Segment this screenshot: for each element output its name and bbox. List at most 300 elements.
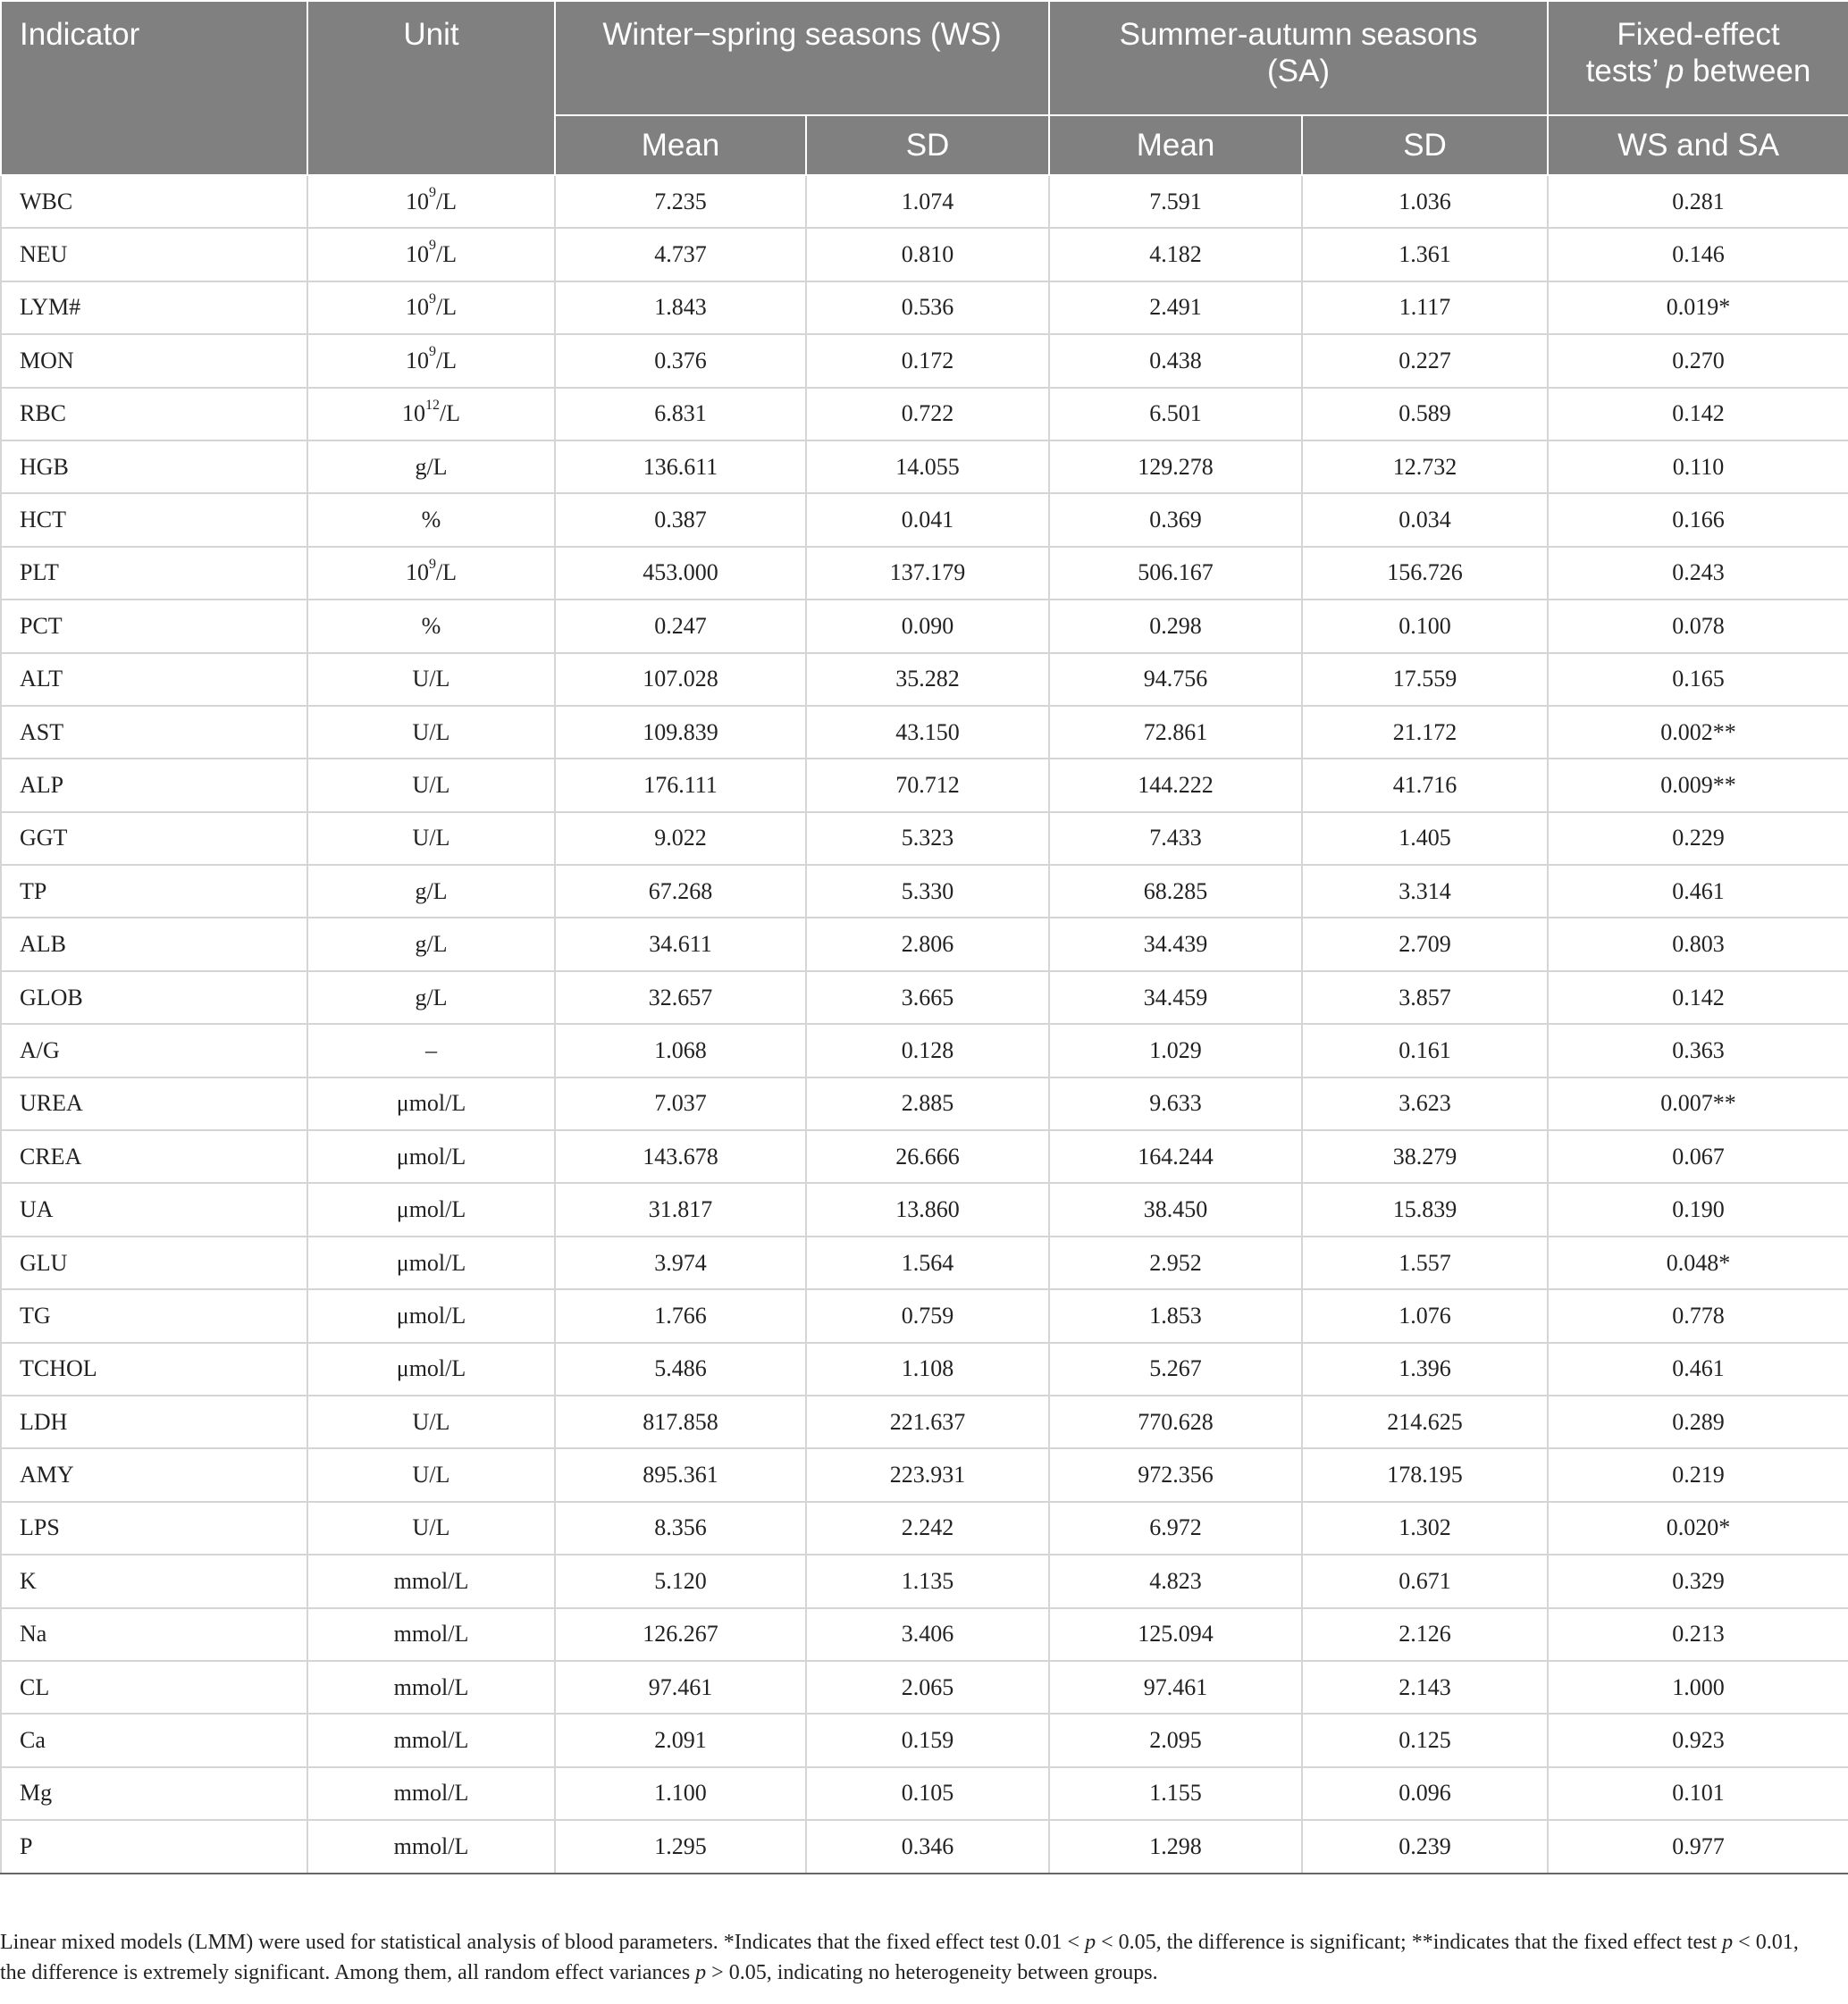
- unit-base: mmol/L: [393, 1832, 469, 1859]
- cell-unit: [307, 281, 555, 334]
- cell-sa-sd: 1.405: [1302, 812, 1548, 865]
- table-row: [1, 493, 1848, 546]
- cell-ws-mean: 107.028: [555, 653, 806, 706]
- cell-ws-sd: 35.282: [806, 653, 1049, 706]
- cell-sa-sd: 178.195: [1302, 1448, 1548, 1501]
- cell-sa-sd: 0.096: [1302, 1767, 1548, 1820]
- cell-sa-sd: 1.076: [1302, 1289, 1548, 1342]
- cell-sa-mean: 4.823: [1049, 1555, 1302, 1607]
- unit-base: μmol/L: [396, 1090, 466, 1117]
- cell-ws-mean: 0.387: [555, 493, 806, 546]
- cell-ws-sd: 221.637: [806, 1396, 1049, 1448]
- cell-indicator: GGT: [1, 812, 307, 865]
- table-row: [1, 1502, 1848, 1555]
- cell-indicator: HCT: [1, 493, 307, 546]
- cell-sa-sd: 1.036: [1302, 175, 1548, 228]
- cell-indicator: LYM#: [1, 281, 307, 334]
- table-row: [1, 1289, 1848, 1342]
- header-fixed-p: p: [1666, 54, 1684, 88]
- cell-ws-sd: 2.242: [806, 1502, 1049, 1555]
- cell-indicator: TP: [1, 865, 307, 918]
- unit-base: g/L: [415, 877, 448, 904]
- cell-ws-mean: 6.831: [555, 388, 806, 440]
- table-row: [1, 759, 1848, 811]
- unit-exponent: 9: [428, 556, 436, 572]
- cell-p-value: 0.142: [1548, 388, 1848, 440]
- cell-sa-sd: 0.671: [1302, 1555, 1548, 1607]
- cell-indicator: AST: [1, 706, 307, 759]
- header-fixed-line2: [1559, 53, 1837, 89]
- table-row: [1, 175, 1848, 228]
- cell-ws-sd: 3.406: [806, 1608, 1049, 1661]
- unit-base: –: [425, 1036, 437, 1063]
- unit-rest: /L: [435, 188, 458, 214]
- cell-p-value: 0.146: [1548, 228, 1848, 281]
- cell-indicator: LDH: [1, 1396, 307, 1448]
- cell-p-value: 0.219: [1548, 1448, 1848, 1501]
- cell-unit: [307, 1130, 555, 1183]
- header-ws-sd: SD: [806, 115, 1049, 175]
- table-row: [1, 1396, 1848, 1448]
- cell-ws-mean: 1.068: [555, 1024, 806, 1077]
- cell-p-value: 0.078: [1548, 600, 1848, 652]
- unit-base: U/L: [412, 666, 450, 692]
- footnote-p2: p: [1722, 1931, 1734, 1954]
- cell-p-value: 0.461: [1548, 865, 1848, 918]
- unit-base: 10: [405, 347, 429, 373]
- cell-unit: [307, 971, 555, 1024]
- table-row: [1, 1183, 1848, 1236]
- cell-indicator: LPS: [1, 1502, 307, 1555]
- table-row: [1, 706, 1848, 759]
- cell-sa-sd: 1.396: [1302, 1343, 1548, 1396]
- cell-ws-mean: 9.022: [555, 812, 806, 865]
- cell-sa-mean: 38.450: [1049, 1183, 1302, 1236]
- cell-sa-sd: 0.239: [1302, 1820, 1548, 1873]
- cell-ws-mean: 7.235: [555, 175, 806, 228]
- cell-ws-mean: 1.843: [555, 281, 806, 334]
- cell-ws-mean: 7.037: [555, 1077, 806, 1130]
- header-fixed-line3: WS and SA: [1548, 115, 1848, 175]
- cell-ws-sd: 1.564: [806, 1237, 1049, 1289]
- cell-indicator: GLU: [1, 1237, 307, 1289]
- table-row: [1, 600, 1848, 652]
- unit-rest: /L: [435, 347, 458, 373]
- cell-ws-sd: 223.931: [806, 1448, 1049, 1501]
- cell-ws-mean: 32.657: [555, 971, 806, 1024]
- header-ws-mean: Mean: [555, 115, 806, 175]
- cell-sa-sd: 3.314: [1302, 865, 1548, 918]
- cell-indicator: CREA: [1, 1130, 307, 1183]
- cell-ws-sd: 0.759: [806, 1289, 1049, 1342]
- cell-ws-sd: 0.536: [806, 281, 1049, 334]
- cell-indicator: UA: [1, 1183, 307, 1236]
- cell-sa-sd: 2.709: [1302, 918, 1548, 970]
- cell-sa-sd: 17.559: [1302, 653, 1548, 706]
- cell-ws-sd: 43.150: [806, 706, 1049, 759]
- cell-ws-mean: 817.858: [555, 1396, 806, 1448]
- cell-ws-mean: 136.611: [555, 440, 806, 493]
- cell-ws-sd: 137.179: [806, 547, 1049, 600]
- cell-sa-mean: 5.267: [1049, 1343, 1302, 1396]
- cell-sa-sd: 15.839: [1302, 1183, 1548, 1236]
- cell-unit: [307, 759, 555, 811]
- cell-p-value: 0.281: [1548, 175, 1848, 228]
- unit-rest: /L: [435, 294, 458, 321]
- unit-exponent: 12: [424, 397, 440, 413]
- cell-p-value: 0.002**: [1548, 706, 1848, 759]
- cell-p-value: 0.243: [1548, 547, 1848, 600]
- cell-unit: [307, 334, 555, 387]
- cell-unit: [307, 1502, 555, 1555]
- table-row: [1, 1820, 1848, 1873]
- cell-unit: [307, 1396, 555, 1448]
- cell-sa-mean: 34.459: [1049, 971, 1302, 1024]
- unit-base: g/L: [415, 453, 448, 480]
- cell-unit: [307, 1767, 555, 1820]
- cell-indicator: ALT: [1, 653, 307, 706]
- cell-ws-sd: 13.860: [806, 1183, 1049, 1236]
- cell-sa-mean: 770.628: [1049, 1396, 1302, 1448]
- cell-sa-mean: 0.438: [1049, 334, 1302, 387]
- cell-p-value: 0.020*: [1548, 1502, 1848, 1555]
- cell-sa-mean: 1.853: [1049, 1289, 1302, 1342]
- cell-p-value: 0.101: [1548, 1767, 1848, 1820]
- unit-base: μmol/L: [396, 1355, 466, 1382]
- unit-base: U/L: [412, 1462, 450, 1488]
- cell-p-value: 0.213: [1548, 1608, 1848, 1661]
- cell-ws-sd: 1.135: [806, 1555, 1049, 1607]
- cell-ws-mean: 1.100: [555, 1767, 806, 1820]
- cell-sa-mean: 7.591: [1049, 175, 1302, 228]
- cell-ws-sd: 1.074: [806, 175, 1049, 228]
- cell-sa-mean: 34.439: [1049, 918, 1302, 970]
- cell-p-value: 0.142: [1548, 971, 1848, 1024]
- cell-unit: [307, 1714, 555, 1766]
- table-row: [1, 812, 1848, 865]
- table-row: [1, 1767, 1848, 1820]
- cell-sa-mean: 4.182: [1049, 228, 1302, 281]
- cell-sa-sd: 0.227: [1302, 334, 1548, 387]
- footnote-part2: < 0.05, the difference is significant; **indicates that the fixed effect test: [1096, 1931, 1723, 1954]
- table-row: [1, 334, 1848, 387]
- cell-ws-mean: 34.611: [555, 918, 806, 970]
- cell-sa-sd: 0.100: [1302, 600, 1548, 652]
- unit-base: 10: [405, 188, 429, 214]
- cell-sa-sd: 0.589: [1302, 388, 1548, 440]
- cell-unit: [307, 1237, 555, 1289]
- table-row: [1, 918, 1848, 970]
- cell-unit: [307, 547, 555, 600]
- table-row: [1, 865, 1848, 918]
- cell-sa-sd: 1.117: [1302, 281, 1548, 334]
- cell-sa-mean: 0.369: [1049, 493, 1302, 546]
- table-row: [1, 1077, 1848, 1130]
- footnote-part1: Linear mixed models (LMM) were used for statistical analysis of blood parameters. *Indicates that the fixed effect test 0.01 <: [0, 1931, 1086, 1954]
- cell-indicator: AMY: [1, 1448, 307, 1501]
- cell-ws-sd: 0.041: [806, 493, 1049, 546]
- cell-indicator: PLT: [1, 547, 307, 600]
- unit-exponent: 9: [428, 238, 436, 254]
- cell-ws-mean: 1.295: [555, 1820, 806, 1873]
- cell-sa-mean: 1.155: [1049, 1767, 1302, 1820]
- cell-ws-mean: 126.267: [555, 1608, 806, 1661]
- cell-unit: [307, 1183, 555, 1236]
- cell-sa-sd: 1.302: [1302, 1502, 1548, 1555]
- cell-ws-sd: 0.105: [806, 1767, 1049, 1820]
- cell-p-value: 1.000: [1548, 1661, 1848, 1714]
- unit-base: mmol/L: [393, 1673, 469, 1700]
- cell-ws-mean: 895.361: [555, 1448, 806, 1501]
- table-row: [1, 1661, 1848, 1714]
- cell-sa-mean: 164.244: [1049, 1130, 1302, 1183]
- cell-p-value: 0.110: [1548, 440, 1848, 493]
- unit-rest: /L: [435, 559, 458, 586]
- table-row: [1, 1343, 1848, 1396]
- table-footnote: [0, 1927, 1823, 1988]
- cell-sa-sd: 3.857: [1302, 971, 1548, 1024]
- unit-base: %: [421, 612, 441, 639]
- cell-sa-mean: 6.501: [1049, 388, 1302, 440]
- cell-p-value: 0.923: [1548, 1714, 1848, 1766]
- cell-ws-sd: 1.108: [806, 1343, 1049, 1396]
- cell-sa-sd: 156.726: [1302, 547, 1548, 600]
- cell-unit: [307, 1661, 555, 1714]
- cell-indicator: RBC: [1, 388, 307, 440]
- table-row: [1, 1130, 1848, 1183]
- footnote-p3: p: [695, 1961, 707, 1984]
- unit-base: 10: [401, 400, 425, 427]
- cell-ws-mean: 97.461: [555, 1661, 806, 1714]
- cell-unit: [307, 1077, 555, 1130]
- table-row: [1, 547, 1848, 600]
- cell-ws-mean: 143.678: [555, 1130, 806, 1183]
- cell-unit: [307, 228, 555, 281]
- header-sa-mean: Mean: [1049, 115, 1302, 175]
- cell-ws-sd: 0.172: [806, 334, 1049, 387]
- unit-base: mmol/L: [393, 1621, 469, 1648]
- unit-base: μmol/L: [396, 1302, 466, 1329]
- cell-unit: [307, 388, 555, 440]
- cell-indicator: Mg: [1, 1767, 307, 1820]
- unit-base: U/L: [412, 825, 450, 851]
- cell-unit: [307, 1608, 555, 1661]
- cell-sa-mean: 68.285: [1049, 865, 1302, 918]
- cell-p-value: 0.977: [1548, 1820, 1848, 1873]
- cell-sa-sd: 2.126: [1302, 1608, 1548, 1661]
- unit-exponent: 9: [428, 290, 436, 306]
- unit-base: μmol/L: [396, 1249, 466, 1276]
- cell-ws-sd: 3.665: [806, 971, 1049, 1024]
- cell-indicator: PCT: [1, 600, 307, 652]
- cell-ws-sd: 0.090: [806, 600, 1049, 652]
- unit-base: g/L: [415, 931, 448, 958]
- cell-indicator: A/G: [1, 1024, 307, 1077]
- cell-ws-mean: 67.268: [555, 865, 806, 918]
- unit-base: μmol/L: [396, 1143, 466, 1170]
- table-row: [1, 1555, 1848, 1607]
- cell-sa-sd: 0.034: [1302, 493, 1548, 546]
- unit-exponent: 9: [428, 344, 436, 360]
- table-row: [1, 1448, 1848, 1501]
- unit-base: U/L: [412, 771, 450, 798]
- cell-sa-mean: 94.756: [1049, 653, 1302, 706]
- cell-sa-mean: 129.278: [1049, 440, 1302, 493]
- table-row: [1, 281, 1848, 334]
- cell-ws-mean: 2.091: [555, 1714, 806, 1766]
- footnote-part4: > 0.05, indicating no heterogeneity between groups.: [706, 1961, 1158, 1984]
- cell-ws-sd: 5.330: [806, 865, 1049, 918]
- cell-indicator: K: [1, 1555, 307, 1607]
- cell-sa-mean: 2.095: [1049, 1714, 1302, 1766]
- unit-base: mmol/L: [393, 1780, 469, 1807]
- cell-indicator: NEU: [1, 228, 307, 281]
- header-fixed-line2-suffix: between: [1684, 54, 1811, 88]
- cell-sa-mean: 125.094: [1049, 1608, 1302, 1661]
- cell-sa-mean: 1.029: [1049, 1024, 1302, 1077]
- cell-unit: [307, 493, 555, 546]
- cell-indicator: GLOB: [1, 971, 307, 1024]
- cell-unit: [307, 1820, 555, 1873]
- cell-unit: [307, 1343, 555, 1396]
- cell-p-value: 0.007**: [1548, 1077, 1848, 1130]
- cell-ws-mean: 5.120: [555, 1555, 806, 1607]
- cell-p-value: 0.363: [1548, 1024, 1848, 1077]
- cell-sa-mean: 972.356: [1049, 1448, 1302, 1501]
- table-row: [1, 228, 1848, 281]
- cell-ws-sd: 14.055: [806, 440, 1049, 493]
- cell-unit: [307, 440, 555, 493]
- cell-p-value: 0.270: [1548, 334, 1848, 387]
- header-fixed-effect: [1548, 1, 1848, 115]
- table-row: [1, 440, 1848, 493]
- cell-unit: [307, 600, 555, 652]
- table-row: [1, 388, 1848, 440]
- cell-p-value: 0.778: [1548, 1289, 1848, 1342]
- cell-sa-mean: 97.461: [1049, 1661, 1302, 1714]
- cell-indicator: WBC: [1, 175, 307, 228]
- cell-sa-mean: 2.952: [1049, 1237, 1302, 1289]
- unit-exponent: 9: [428, 185, 436, 201]
- cell-unit: [307, 175, 555, 228]
- header-sa-sd: SD: [1302, 115, 1548, 175]
- cell-sa-sd: 21.172: [1302, 706, 1548, 759]
- cell-p-value: 0.803: [1548, 918, 1848, 970]
- cell-sa-sd: 0.125: [1302, 1714, 1548, 1766]
- cell-ws-sd: 0.159: [806, 1714, 1049, 1766]
- cell-sa-mean: 72.861: [1049, 706, 1302, 759]
- cell-unit: [307, 1289, 555, 1342]
- header-fixed-line1: Fixed-effect: [1617, 17, 1780, 52]
- cell-sa-sd: 214.625: [1302, 1396, 1548, 1448]
- cell-sa-mean: 144.222: [1049, 759, 1302, 811]
- header-sa-group: [1049, 1, 1548, 115]
- cell-sa-mean: 7.433: [1049, 812, 1302, 865]
- cell-ws-sd: 70.712: [806, 759, 1049, 811]
- header-ws-group: Winter−spring seasons (WS): [555, 1, 1049, 115]
- unit-base: U/L: [412, 718, 450, 745]
- cell-sa-sd: 1.557: [1302, 1237, 1548, 1289]
- unit-base: 10: [405, 559, 429, 586]
- header-indicator: Indicator: [1, 1, 307, 175]
- table-body: [1, 175, 1848, 1874]
- cell-unit: [307, 1555, 555, 1607]
- table-row: [1, 1608, 1848, 1661]
- cell-unit: [307, 1024, 555, 1077]
- cell-sa-mean: 6.972: [1049, 1502, 1302, 1555]
- table-row: [1, 971, 1848, 1024]
- unit-rest: /L: [439, 400, 461, 427]
- cell-p-value: 0.229: [1548, 812, 1848, 865]
- unit-base: %: [421, 507, 441, 533]
- header-sa-line1: Summer-autumn seasons: [1119, 17, 1478, 52]
- unit-base: mmol/L: [393, 1727, 469, 1754]
- cell-sa-sd: 2.143: [1302, 1661, 1548, 1714]
- cell-indicator: HGB: [1, 440, 307, 493]
- cell-sa-sd: 38.279: [1302, 1130, 1548, 1183]
- footnote-part3: < 0.01, the difference is extremely significant. Among them, all random effect variances: [0, 1931, 1799, 1984]
- cell-unit: [307, 812, 555, 865]
- cell-ws-sd: 26.666: [806, 1130, 1049, 1183]
- cell-ws-mean: 109.839: [555, 706, 806, 759]
- cell-ws-sd: 5.323: [806, 812, 1049, 865]
- cell-indicator: TCHOL: [1, 1343, 307, 1396]
- cell-ws-mean: 0.376: [555, 334, 806, 387]
- unit-base: U/L: [412, 1408, 450, 1435]
- footnote-p1: p: [1085, 1931, 1096, 1954]
- cell-sa-mean: 1.298: [1049, 1820, 1302, 1873]
- cell-sa-sd: 0.161: [1302, 1024, 1548, 1077]
- cell-p-value: 0.019*: [1548, 281, 1848, 334]
- cell-ws-sd: 2.065: [806, 1661, 1049, 1714]
- cell-p-value: 0.165: [1548, 653, 1848, 706]
- unit-base: g/L: [415, 984, 448, 1010]
- cell-sa-mean: 0.298: [1049, 600, 1302, 652]
- cell-p-value: 0.190: [1548, 1183, 1848, 1236]
- cell-p-value: 0.067: [1548, 1130, 1848, 1183]
- cell-indicator: ALP: [1, 759, 307, 811]
- cell-ws-sd: 2.806: [806, 918, 1049, 970]
- cell-ws-sd: 0.128: [806, 1024, 1049, 1077]
- header-fixed-line2-prefix: tests’: [1585, 54, 1667, 88]
- cell-p-value: 0.009**: [1548, 759, 1848, 811]
- cell-unit: [307, 706, 555, 759]
- cell-unit: [307, 918, 555, 970]
- cell-ws-sd: 0.810: [806, 228, 1049, 281]
- cell-sa-sd: 3.623: [1302, 1077, 1548, 1130]
- cell-sa-mean: 9.633: [1049, 1077, 1302, 1130]
- table-row: [1, 1714, 1848, 1766]
- cell-indicator: MON: [1, 334, 307, 387]
- cell-unit: [307, 653, 555, 706]
- cell-ws-mean: 1.766: [555, 1289, 806, 1342]
- cell-sa-sd: 12.732: [1302, 440, 1548, 493]
- cell-unit: [307, 865, 555, 918]
- cell-indicator: TG: [1, 1289, 307, 1342]
- unit-base: μmol/L: [396, 1196, 466, 1223]
- cell-p-value: 0.289: [1548, 1396, 1848, 1448]
- unit-rest: /L: [435, 241, 458, 268]
- cell-indicator: CL: [1, 1661, 307, 1714]
- cell-ws-mean: 5.486: [555, 1343, 806, 1396]
- cell-unit: [307, 1448, 555, 1501]
- cell-p-value: 0.329: [1548, 1555, 1848, 1607]
- cell-ws-sd: 0.722: [806, 388, 1049, 440]
- cell-sa-sd: 41.716: [1302, 759, 1548, 811]
- cell-indicator: P: [1, 1820, 307, 1873]
- cell-ws-sd: 0.346: [806, 1820, 1049, 1873]
- unit-base: 10: [405, 294, 429, 321]
